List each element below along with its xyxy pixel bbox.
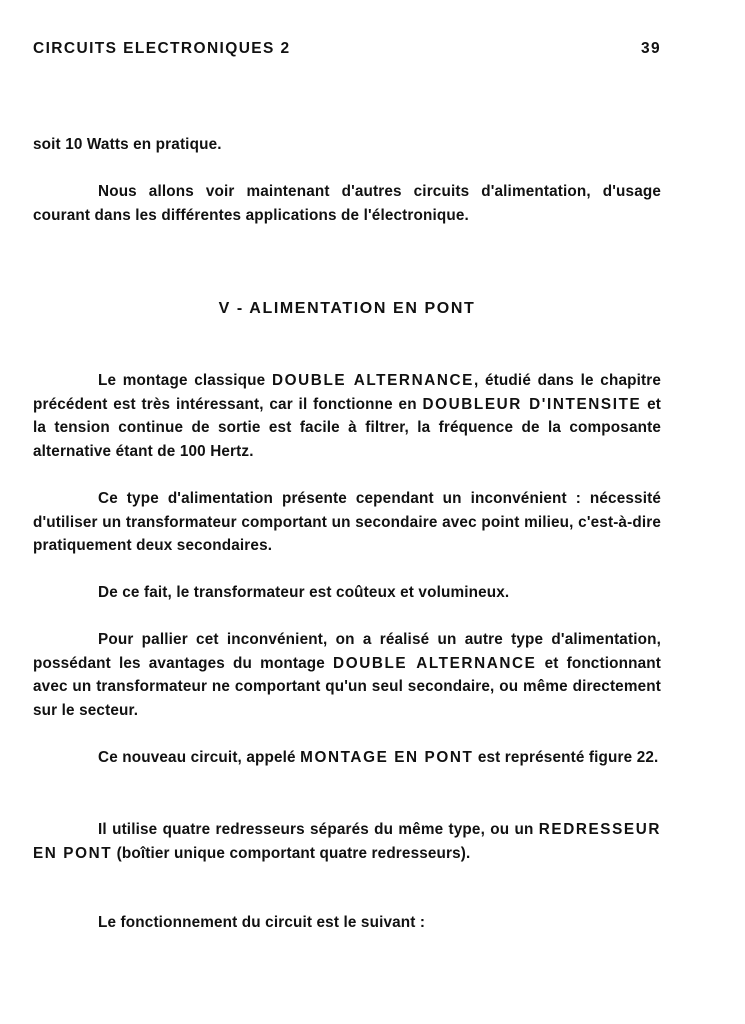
paragraph-6-text-a: Pour pallier cet inconvénient, on a réalisé un autre type d'alimentation, possédant les avantages du montage bbox=[33, 631, 661, 672]
paragraph-7-emphasis: MONTAGE EN PONT bbox=[300, 749, 474, 766]
paragraph-7 bbox=[33, 746, 661, 770]
paragraph-8-text-b: (boîtier unique comportant quatre redresseurs). bbox=[112, 844, 471, 862]
paragraph-3-text-a: Le montage classique bbox=[98, 372, 272, 389]
paragraph-3-text-c: et la tension continue de sortie est facile à filtrer, la fréquence de la composante alternative étant de 100 Hertz. bbox=[33, 395, 661, 460]
paragraph-8-text-a: Il utilise quatre redresseurs séparés du même type, ou un bbox=[98, 821, 539, 838]
paragraph-6 bbox=[33, 628, 661, 722]
paragraph-8-emphasis: REDRESSEUR EN PONT bbox=[33, 821, 661, 862]
page-number: 39 bbox=[640, 40, 661, 57]
section-heading: V - ALIMENTATION EN PONT bbox=[218, 300, 476, 317]
paragraph-6-emphasis: DOUBLE ALTERNANCE bbox=[333, 654, 537, 672]
page-header bbox=[33, 40, 661, 62]
paragraph-7-text-b: est représenté figure 22. bbox=[473, 749, 659, 766]
paragraph-3-emphasis-b: DOUBLEUR D'INTENSITE bbox=[422, 395, 642, 413]
paragraph-2: Nous allons voir maintenant d'autres circuits d'alimentation, d'usage courant dans les différentes applications de l'électronique. bbox=[33, 183, 661, 224]
paragraph-5: De ce fait, le transformateur est coûteux et volumineux. bbox=[98, 584, 510, 601]
paragraph-8 bbox=[33, 818, 661, 865]
header-title: CIRCUITS ELECTRONIQUES 2 bbox=[33, 40, 291, 57]
paragraph-1: soit 10 Watts en pratique. bbox=[33, 136, 222, 153]
paragraph-4: Ce type d'alimentation présente cependant un inconvénient : nécessité d'utiliser un transformateur comportant un secondaire avec point milieu, c'est-à-dire pratiquement deux secondaires. bbox=[33, 490, 661, 554]
paragraph-3-text-b: , étudié dans le chapitre précédent est très intéressant, car il fonctionne en bbox=[33, 372, 662, 413]
paragraph-6-text-b: et fonctionnant avec un transformateur ne comportant qu'un seul secondaire, ou même directement sur le secteur. bbox=[33, 654, 661, 719]
paragraph-9: Le fonctionnement du circuit est le suivant : bbox=[98, 914, 426, 931]
paragraph-3-emphasis-a: DOUBLE ALTERNANCE bbox=[272, 372, 474, 389]
paragraph-3 bbox=[33, 369, 661, 463]
paragraph-7-text-a: Ce nouveau circuit, appelé bbox=[98, 749, 301, 766]
